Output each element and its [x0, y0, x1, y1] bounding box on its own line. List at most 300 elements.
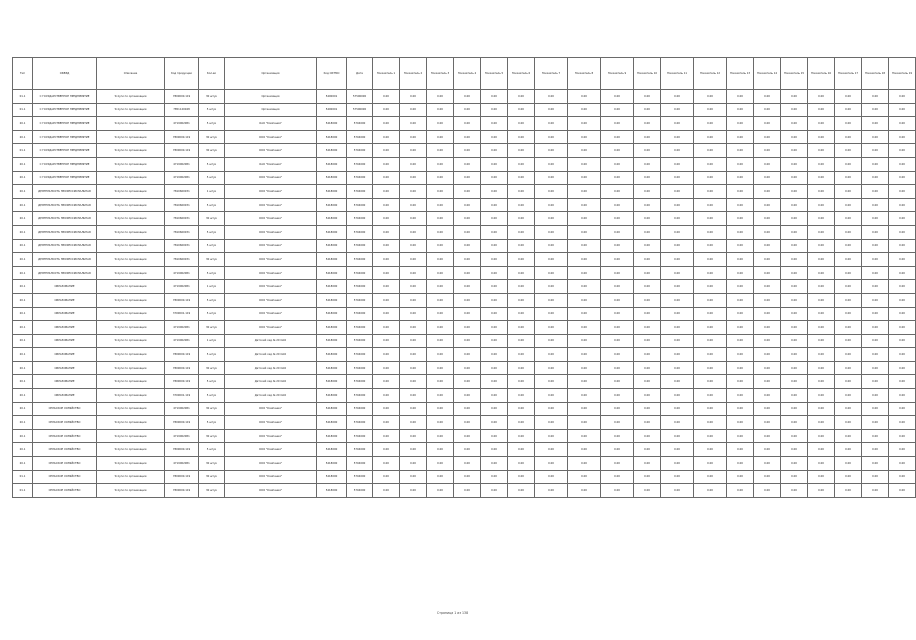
table-cell: Услуги по организации — [97, 253, 165, 267]
table-cell: 0.00 — [661, 185, 694, 199]
table-cell: 30 штук — [199, 321, 225, 335]
table-cell: 0.00 — [754, 484, 781, 498]
table-cell: 5418000 — [317, 171, 347, 185]
table-cell: 0.00 — [373, 470, 400, 484]
table-cell: СЕЛЬСКОЕ ХОЗЯЙСТВО — [33, 484, 97, 498]
table-cell: 7851120048 — [165, 103, 199, 117]
table-cell: 0.00 — [454, 416, 481, 430]
table-cell: 0.00 — [727, 253, 754, 267]
table-cell: 5418000 — [317, 484, 347, 498]
table-cell: 5704000 — [347, 321, 373, 335]
table-cell: 0.00 — [535, 103, 568, 117]
table-cell: 30 штук — [199, 361, 225, 375]
table-cell: 0.00 — [481, 117, 508, 131]
table-cell: 0.00 — [889, 375, 916, 389]
table-cell: 0.00 — [694, 361, 727, 375]
table-cell: 0.00 — [535, 253, 568, 267]
table-cell: 0.00 — [601, 103, 634, 117]
table-cell: Услуги по организации — [97, 321, 165, 335]
table-cell: 0.00 — [835, 307, 862, 321]
table-cell: 4719002081 — [165, 321, 199, 335]
table-cell: 0.00 — [754, 90, 781, 104]
table-cell: ОБРАЗОВАНИЕ — [33, 375, 97, 389]
table-cell: 30 штук — [199, 144, 225, 158]
table-cell: 0.00 — [727, 416, 754, 430]
table-cell: 0.00 — [835, 212, 862, 226]
table-cell: 0.00 — [694, 171, 727, 185]
table-cell: 0.00 — [835, 402, 862, 416]
column-header: Дата — [347, 58, 373, 90]
table-cell: 0.00 — [727, 375, 754, 389]
table-cell: 0.00 — [481, 334, 508, 348]
table-cell: 0.00 — [634, 212, 661, 226]
table-cell: 0.00 — [889, 348, 916, 362]
table-cell: 0.00 — [481, 198, 508, 212]
table-cell: 5418000 — [317, 334, 347, 348]
table-cell: 0.00 — [508, 144, 535, 158]
table-cell: 0.00 — [694, 225, 727, 239]
table-cell: 0.00 — [661, 484, 694, 498]
table-cell: 0.00 — [568, 375, 601, 389]
table-cell: 0.00 — [481, 157, 508, 171]
table-cell: 5704000 — [347, 334, 373, 348]
table-cell: 0.00 — [889, 117, 916, 131]
table-cell: 0.00 — [481, 470, 508, 484]
table-cell: 0.00 — [427, 334, 454, 348]
table-cell: 0.00 — [889, 402, 916, 416]
table-cell: ООО "Компания" — [225, 266, 317, 280]
table-cell: 0.00 — [535, 266, 568, 280]
table-cell: 0.00 — [862, 212, 889, 226]
table-cell: 0.00 — [601, 212, 634, 226]
table-cell: С ГОСУДАРСТВЕННОЕ ПРЕДПРИЯТИЕ — [33, 130, 97, 144]
table-cell: 0.00 — [601, 117, 634, 131]
table-cell: 0.00 — [835, 429, 862, 443]
table-cell: 0.00 — [754, 307, 781, 321]
table-cell: 0.00 — [481, 280, 508, 294]
table-cell: 0.00 — [400, 117, 427, 131]
table-cell: 0.00 — [862, 130, 889, 144]
table-cell: 0.00 — [634, 90, 661, 104]
table-cell: 0.00 — [454, 117, 481, 131]
table-cell: 0.00 — [727, 117, 754, 131]
table-cell: 0.00 — [535, 90, 568, 104]
table-cell: 0.00 — [427, 212, 454, 226]
table-cell: 0.00 — [481, 361, 508, 375]
table-cell: 0.00 — [727, 429, 754, 443]
table-cell: 0.00 — [781, 348, 808, 362]
table-cell: 7810600031 — [165, 198, 199, 212]
table-cell: 0.00 — [427, 429, 454, 443]
table-cell: 0.00 — [481, 457, 508, 471]
table-cell: 0.00 — [835, 389, 862, 403]
table-cell: 0.00 — [535, 443, 568, 457]
table-cell: 0.00 — [427, 198, 454, 212]
table-cell: 0.00 — [781, 402, 808, 416]
table-cell: 0.00 — [400, 321, 427, 335]
table-cell: 0.00 — [508, 389, 535, 403]
table-cell: 5418000 — [317, 266, 347, 280]
table-row — [13, 117, 916, 131]
table-cell: 0.00 — [694, 239, 727, 253]
table-cell: 0.00 — [808, 239, 835, 253]
table-cell: 0.00 — [373, 293, 400, 307]
table-cell: 0.00 — [568, 212, 601, 226]
table-cell: 0.00 — [727, 402, 754, 416]
table-cell: 0.00 — [694, 103, 727, 117]
table-cell: 0.00 — [889, 130, 916, 144]
table-cell: 5 штук — [199, 117, 225, 131]
table-cell: 4719002081 — [165, 280, 199, 294]
table-cell: 20.1 — [13, 416, 33, 430]
table-cell: 7800000.119 — [165, 348, 199, 362]
table-cell: 0.00 — [634, 402, 661, 416]
table-cell: 0.00 — [634, 443, 661, 457]
table-cell: 0.00 — [754, 225, 781, 239]
table-cell: 0.00 — [508, 239, 535, 253]
table-cell: 0.00 — [568, 239, 601, 253]
table-cell: 0.00 — [373, 198, 400, 212]
table-cell: 0.00 — [535, 185, 568, 199]
table-cell: 0.00 — [535, 470, 568, 484]
table-cell: 0.00 — [889, 280, 916, 294]
table-cell: 0.00 — [400, 198, 427, 212]
table-cell: 0.00 — [427, 171, 454, 185]
table-cell: 0.00 — [568, 171, 601, 185]
table-cell: 0.00 — [373, 443, 400, 457]
table-cell: 20.1 — [13, 443, 33, 457]
column-header: Показатель 4 — [454, 58, 481, 90]
table-cell: 0.00 — [601, 402, 634, 416]
table-cell: 0.00 — [601, 157, 634, 171]
table-cell: 0.00 — [373, 402, 400, 416]
table-cell: 0.00 — [454, 103, 481, 117]
table-cell: 0.00 — [601, 307, 634, 321]
table-cell: 0.00 — [694, 429, 727, 443]
table-cell: 0.00 — [454, 90, 481, 104]
table-cell: 0.00 — [781, 144, 808, 158]
table-cell: Услуги по организации — [97, 307, 165, 321]
table-cell: 5 штук — [199, 171, 225, 185]
table-cell: 0.00 — [661, 348, 694, 362]
table-cell: 0.00 — [568, 389, 601, 403]
table-cell: 0.00 — [634, 334, 661, 348]
table-cell: 0.00 — [400, 144, 427, 158]
table-cell: 0.00 — [754, 348, 781, 362]
table-cell: 0.00 — [781, 117, 808, 131]
table-cell: 0.00 — [694, 144, 727, 158]
table-cell: 0.00 — [661, 280, 694, 294]
table-cell: 5704000 — [347, 130, 373, 144]
table-cell: 20.1 — [13, 225, 33, 239]
table-cell: 0.00 — [754, 361, 781, 375]
table-cell: 0.00 — [601, 389, 634, 403]
table-cell: 0.00 — [601, 130, 634, 144]
table-cell: 5418000 — [317, 130, 347, 144]
table-cell: 0.00 — [568, 185, 601, 199]
table-cell: 5418000 — [317, 457, 347, 471]
table-cell: 0.00 — [481, 293, 508, 307]
table-cell: 0.00 — [508, 375, 535, 389]
table-cell: 0.00 — [835, 416, 862, 430]
table-cell: 0.00 — [400, 470, 427, 484]
table-cell: 0.00 — [535, 457, 568, 471]
table-cell: 01.1 — [13, 484, 33, 498]
table-cell: 0.00 — [781, 361, 808, 375]
table-cell: 0.00 — [835, 334, 862, 348]
table-cell: 0.00 — [601, 144, 634, 158]
table-cell: 3700001.119 — [165, 389, 199, 403]
table-cell: 0.00 — [454, 212, 481, 226]
table-cell: 0.00 — [781, 185, 808, 199]
table-cell: 0.00 — [835, 198, 862, 212]
table-cell: 0.00 — [754, 375, 781, 389]
table-cell: 5 штук — [199, 198, 225, 212]
table-cell: 0.00 — [889, 321, 916, 335]
table-cell: 0.00 — [781, 321, 808, 335]
table-cell: 20.1 — [13, 117, 33, 131]
table-cell: 0.00 — [661, 429, 694, 443]
table-cell: 0.00 — [400, 457, 427, 471]
table-cell: 5 штук — [199, 416, 225, 430]
table-cell: 0.00 — [808, 185, 835, 199]
table-cell: 0.00 — [454, 144, 481, 158]
table-cell: 5704000 — [347, 361, 373, 375]
table-cell: 0.00 — [508, 293, 535, 307]
table-cell: 0.00 — [781, 416, 808, 430]
table-cell: 0.00 — [835, 185, 862, 199]
table-cell: 0.00 — [373, 103, 400, 117]
table-cell: 0.00 — [694, 117, 727, 131]
table-cell: ОБРАЗОВАНИЕ — [33, 348, 97, 362]
table-cell: 0.00 — [535, 117, 568, 131]
table-cell: 7800000.119 — [165, 361, 199, 375]
table-row — [13, 334, 916, 348]
table-cell: 0.00 — [727, 266, 754, 280]
table-cell: Детский сад № 20 ОАО — [225, 348, 317, 362]
table-cell: 5 штук — [199, 266, 225, 280]
table-cell: 0.00 — [835, 348, 862, 362]
table-cell: 0.00 — [601, 334, 634, 348]
table-cell: 0.00 — [601, 348, 634, 362]
table-cell: 5704000 — [347, 185, 373, 199]
table-cell: 0.00 — [808, 321, 835, 335]
table-cell: 30 штук — [199, 457, 225, 471]
table-cell: 0.00 — [454, 253, 481, 267]
table-cell: 0.00 — [808, 375, 835, 389]
table-row — [13, 293, 916, 307]
table-cell: 0.00 — [694, 348, 727, 362]
table-cell: 0.00 — [601, 225, 634, 239]
table-cell: 0.00 — [400, 239, 427, 253]
table-cell: 0.00 — [427, 348, 454, 362]
table-cell: 0.00 — [601, 90, 634, 104]
table-cell: 0.00 — [508, 198, 535, 212]
table-cell: 0.00 — [727, 212, 754, 226]
table-cell: 0.00 — [568, 307, 601, 321]
table-row — [13, 212, 916, 226]
table-cell: 0.00 — [754, 185, 781, 199]
column-header: Показатель 9 — [601, 58, 634, 90]
table-cell: 0.00 — [661, 212, 694, 226]
table-cell: 5704000 — [347, 198, 373, 212]
table-cell: 5418000 — [317, 157, 347, 171]
table-cell: 0.00 — [535, 157, 568, 171]
table-cell: 0.00 — [727, 90, 754, 104]
table-body — [13, 90, 916, 498]
table-cell: 0.00 — [835, 239, 862, 253]
table-cell: 0.00 — [535, 375, 568, 389]
table-cell: 7800000.119 — [165, 484, 199, 498]
table-cell: Услуги по организации — [97, 375, 165, 389]
table-cell: 0.00 — [568, 429, 601, 443]
table-cell: 0.00 — [694, 130, 727, 144]
table-cell: 0.00 — [427, 389, 454, 403]
table-cell: Услуги по организации — [97, 198, 165, 212]
table-cell: С ГОСУДАРСТВЕННОЕ ПРЕДПРИЯТИЕ — [33, 90, 97, 104]
table-cell: Организация — [225, 103, 317, 117]
table-cell: 0.00 — [400, 266, 427, 280]
table-row — [13, 185, 916, 199]
table-row — [13, 457, 916, 471]
table-cell: 0.00 — [661, 389, 694, 403]
table-cell: 0.00 — [661, 266, 694, 280]
table-cell: 0.00 — [808, 130, 835, 144]
table-cell: 0.00 — [808, 307, 835, 321]
table-cell: 5418000 — [317, 470, 347, 484]
table-cell: 0.00 — [808, 334, 835, 348]
table-cell: 0.00 — [727, 457, 754, 471]
table-cell: 0.00 — [634, 307, 661, 321]
table-cell: 0.00 — [727, 293, 754, 307]
table-cell: 0.00 — [373, 130, 400, 144]
table-cell: 0.00 — [427, 253, 454, 267]
table-cell: 0.00 — [568, 402, 601, 416]
table-cell: ДЕЯТЕЛЬНОСТЬ ПРОФЕССИОНАЛЬНАЯ — [33, 253, 97, 267]
table-row — [13, 144, 916, 158]
table-cell: ООО "Компания" — [225, 144, 317, 158]
table-cell: 5 штук — [199, 443, 225, 457]
table-cell: 0.00 — [661, 171, 694, 185]
table-cell: 0.00 — [400, 375, 427, 389]
table-cell: 0.00 — [454, 457, 481, 471]
table-cell: С ГОСУДАРСТВЕННОЕ ПРЕДПРИЯТИЕ — [33, 157, 97, 171]
table-cell: 0.00 — [754, 402, 781, 416]
table-cell: 0.00 — [889, 457, 916, 471]
table-cell: 0.00 — [427, 293, 454, 307]
table-cell: 0.00 — [694, 443, 727, 457]
table-cell: 20.1 — [13, 157, 33, 171]
table-cell: 0.00 — [754, 157, 781, 171]
table-cell: 0.00 — [454, 280, 481, 294]
table-cell: 0.00 — [781, 212, 808, 226]
table-cell: 0.00 — [454, 443, 481, 457]
table-cell: 0.00 — [508, 321, 535, 335]
table-cell: 0.00 — [862, 253, 889, 267]
table-cell: 0.00 — [862, 348, 889, 362]
table-cell: 0.00 — [781, 157, 808, 171]
table-cell: 1 штук — [199, 334, 225, 348]
table-row — [13, 484, 916, 498]
table-cell: 0.00 — [889, 293, 916, 307]
table-cell: 0.00 — [568, 157, 601, 171]
table-cell: 0.00 — [400, 253, 427, 267]
table-cell: 0.00 — [568, 266, 601, 280]
table-cell: 5704000 — [347, 171, 373, 185]
table-cell: 0.00 — [634, 239, 661, 253]
column-header: Показатель 18 — [862, 58, 889, 90]
table-cell: Услуги по организации — [97, 484, 165, 498]
table-cell: 5418000 — [317, 307, 347, 321]
table-cell: 0.00 — [694, 198, 727, 212]
table-cell: 5704000 — [347, 457, 373, 471]
table-cell: 0.00 — [694, 212, 727, 226]
table-cell: 5418000 — [317, 361, 347, 375]
table-cell: 0.00 — [535, 321, 568, 335]
table-cell: 0.00 — [481, 130, 508, 144]
column-header: Кол-во — [199, 58, 225, 90]
table-cell: 0.00 — [601, 416, 634, 430]
table-cell: 0.00 — [835, 361, 862, 375]
table-cell: 0.00 — [835, 90, 862, 104]
table-cell: 0.00 — [535, 389, 568, 403]
table-cell: 0.00 — [373, 361, 400, 375]
table-cell: 0.00 — [427, 280, 454, 294]
table-row — [13, 225, 916, 239]
table-cell: 4719002081 — [165, 429, 199, 443]
table-row — [13, 198, 916, 212]
table-cell: ОБРАЗОВАНИЕ — [33, 280, 97, 294]
table-cell: 0.00 — [481, 144, 508, 158]
table-cell: 0.00 — [781, 429, 808, 443]
table-cell: 5418000 — [317, 416, 347, 430]
table-cell: ООО "Компания" — [225, 130, 317, 144]
table-cell: 0.00 — [634, 457, 661, 471]
table-cell: 0.00 — [373, 253, 400, 267]
table-row — [13, 307, 916, 321]
table-cell: 0.00 — [835, 171, 862, 185]
table-cell: 20.1 — [13, 348, 33, 362]
table-cell: 0.00 — [454, 470, 481, 484]
table-cell: Услуги по организации — [97, 212, 165, 226]
table-row — [13, 157, 916, 171]
table-cell: 0.00 — [781, 171, 808, 185]
table-cell: 0.00 — [481, 321, 508, 335]
column-header: ОКВЭД — [33, 58, 97, 90]
table-cell: 0.00 — [808, 484, 835, 498]
table-cell: 0.00 — [727, 198, 754, 212]
table-cell: 5704000 — [347, 266, 373, 280]
table-cell: 0.00 — [481, 443, 508, 457]
table-cell: 0.00 — [862, 103, 889, 117]
table-cell: 0.00 — [661, 416, 694, 430]
table-cell: 0.00 — [862, 457, 889, 471]
table-cell: 7810600031 — [165, 225, 199, 239]
table-cell: ОБРАЗОВАНИЕ — [33, 307, 97, 321]
table-cell: 0.00 — [661, 443, 694, 457]
table-cell: 01.1 — [13, 470, 33, 484]
table-cell: 20.1 — [13, 375, 33, 389]
table-cell: 0.00 — [661, 361, 694, 375]
table-row — [13, 266, 916, 280]
table-cell: 0.00 — [889, 171, 916, 185]
table-cell: 0.00 — [754, 239, 781, 253]
table-cell: 0.00 — [694, 402, 727, 416]
table-cell: 0.00 — [694, 266, 727, 280]
table-cell: 0.00 — [781, 198, 808, 212]
table-cell: 0.00 — [754, 470, 781, 484]
table-cell: 30 штук — [199, 212, 225, 226]
